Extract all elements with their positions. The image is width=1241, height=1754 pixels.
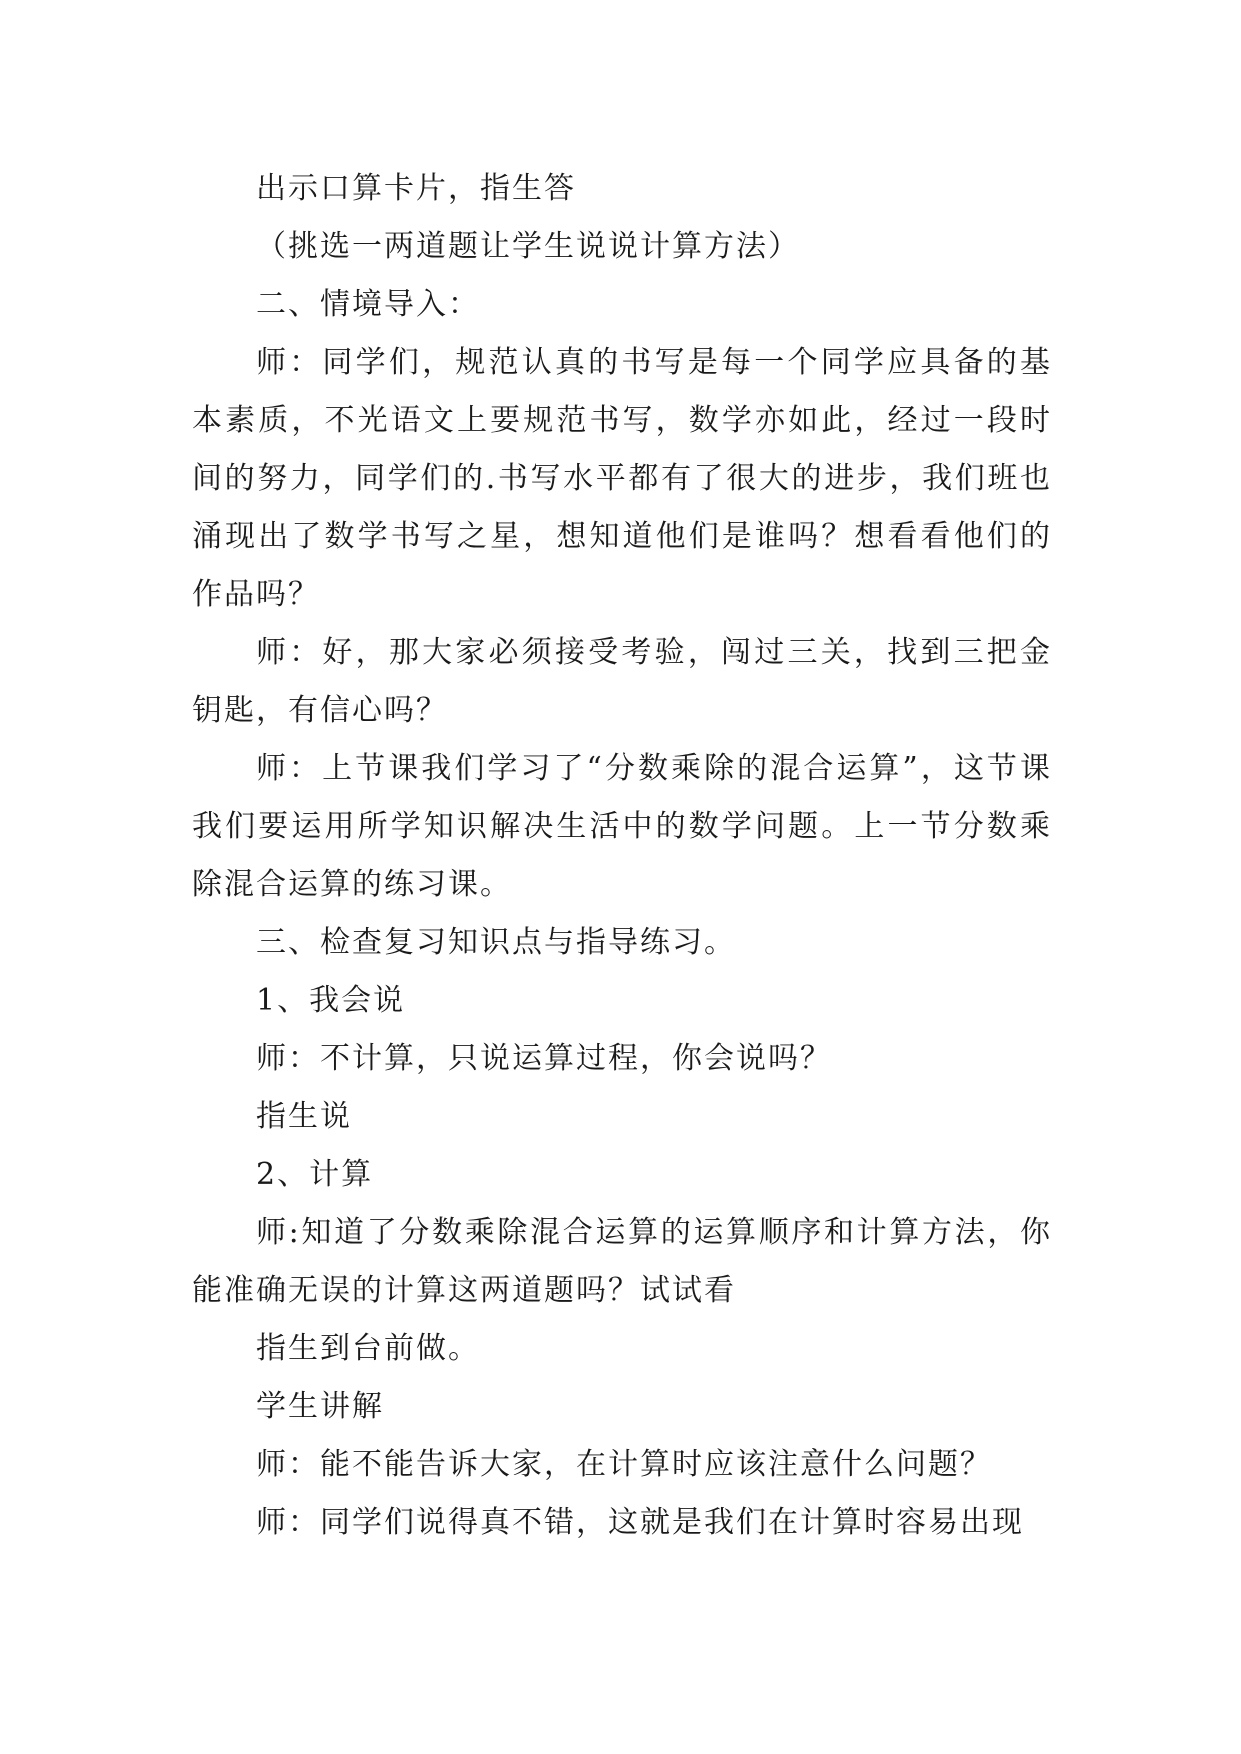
paragraph-student-to-board: 指生到台前做。 [256,1331,480,1366]
paragraph-teacher-attention: 师：能不能告诉大家，在计算时应该注意什么问题？ [256,1447,992,1482]
paragraph-explain-methods: （挑选一两道题让学生说说计算方法） [256,229,800,264]
document-body [192,160,1052,1552]
paragraph-teacher-praise: 师：同学们说得真不错，这就是我们在计算时容易出现 [256,1505,1024,1540]
paragraph-student-explains: 学生讲解 [256,1389,384,1424]
paragraph-teacher-calc-order: 师:知道了分数乘除混合运算的运算顺序和计算方法，你能准确无误的计算这两道题吗？试试看 [192,1215,1052,1308]
paragraph-teacher-three-keys: 师：好，那大家必须接受考验，闯过三关，找到三把金钥匙，有信心吗？ [192,635,1052,728]
paragraph-mental-math-cards: 出示口算卡片，指生答 [256,171,576,206]
heading-review-practice: 三、检查复习知识点与指导练习。 [256,925,736,960]
paragraph-teacher-writing-stars: 师：同学们，规范认真的书写是每一个同学应具备的基本素质，不光语文上要规范书写，数学亦如此，经过一段时间的努力，同学们的.书写水平都有了很大的进步，我们班也涌现出了数学书写之星，想知道他们是谁吗？想看看他们的作品吗？ [192,345,1052,612]
subheading-calculate: 2、计算 [256,1157,374,1192]
heading-situation-intro: 二、情境导入： [256,287,480,322]
paragraph-student-says: 指生说 [256,1099,352,1134]
paragraph-teacher-no-calc: 师：不计算，只说运算过程，你会说吗？ [256,1041,832,1076]
subheading-i-can-say: 1、我会说 [256,983,406,1018]
paragraph-teacher-last-lesson: 师：上节课我们学习了“分数乘除的混合运算”，这节课我们要运用所学知识解决生活中的数学问题。上一节分数乘除混合运算的练习课。 [192,751,1052,902]
